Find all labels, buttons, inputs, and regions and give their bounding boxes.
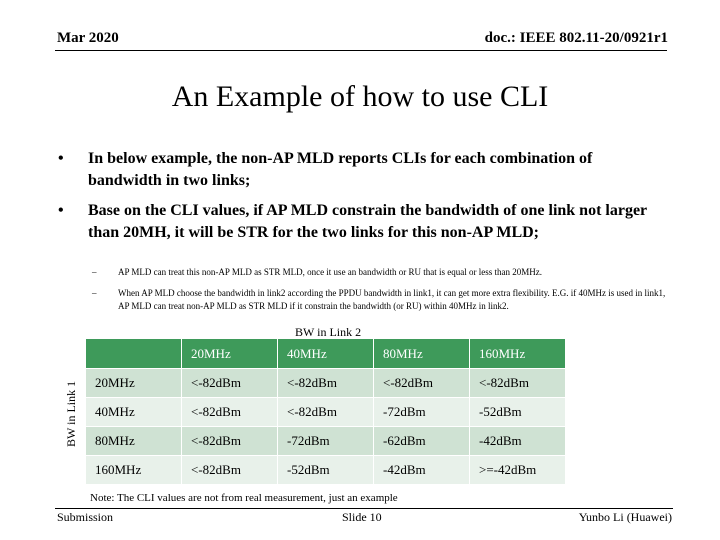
sub-bullet-marker: – [92, 288, 97, 298]
table-cell: <-82dBm [182, 427, 278, 456]
header-divider [55, 50, 667, 51]
table-cell: -62dBm [374, 427, 470, 456]
table-cell: <-82dBm [470, 369, 566, 398]
table-row [86, 427, 566, 456]
slide-title: An Example of how to use CLI [171, 80, 549, 113]
table-top-label: BW in Link 2 [295, 325, 362, 339]
footer-submission: Submission [57, 510, 114, 524]
footer-divider [55, 508, 673, 509]
column-header: 20MHz [182, 339, 278, 369]
table-cell: -42dBm [374, 456, 470, 485]
table-row [86, 369, 566, 398]
row-header: 40MHz [86, 398, 182, 427]
sub-bullet-list [92, 266, 667, 321]
row-header: 160MHz [86, 456, 182, 485]
header-doc-number: doc.: IEEE 802.11-20/0921r1 [484, 30, 668, 46]
table-cell: <-82dBm [182, 398, 278, 427]
cli-table [86, 339, 566, 485]
table-cell: <-82dBm [278, 369, 374, 398]
table-corner-cell [86, 339, 182, 369]
sub-bullet-item [92, 287, 667, 313]
table-row [86, 398, 566, 427]
bullet-list [58, 148, 668, 252]
column-header: 160MHz [470, 339, 566, 369]
table-cell: <-82dBm [182, 456, 278, 485]
header-date: Mar 2020 [57, 30, 119, 46]
table-cell: >=-42dBm [470, 456, 566, 485]
sub-bullet-text: AP MLD can treat this non-AP MLD as STR MLD, once it use an bandwidth or RU that is equal or less than 20MHz. [118, 267, 543, 277]
table-cell: -52dBm [470, 398, 566, 427]
bullet-item [58, 200, 668, 244]
table-header-row [86, 339, 566, 369]
bullet-text: In below example, the non-AP MLD reports CLIs for each combination of bandwidth in two links; [88, 150, 593, 189]
bullet-text: Base on the CLI values, if AP MLD constrain the bandwidth of one link not larger than 20MH, it will be STR for the two links for this non-AP MLD; [88, 202, 647, 241]
table-cell: -42dBm [470, 427, 566, 456]
bullet-marker: • [58, 150, 64, 167]
table-cell: <-82dBm [278, 398, 374, 427]
sub-bullet-item [92, 266, 667, 279]
row-header: 20MHz [86, 369, 182, 398]
bullet-item [58, 148, 668, 192]
table-cell: <-82dBm [182, 369, 278, 398]
footer-slide-number: Slide 10 [342, 510, 382, 524]
column-header: 80MHz [374, 339, 470, 369]
row-header: 80MHz [86, 427, 182, 456]
sub-bullet-text: When AP MLD choose the bandwidth in link2 according the PPDU bandwidth in link1, it can get more extra flexibility. E.G. if 40MHz is used in link1, AP MLD can treat non-AP MLD as STR MLD if it constrain the bandwidth (or RU) within 40MHz in link2. [118, 288, 666, 311]
table-cell: <-82dBm [374, 369, 470, 398]
table-cell: -52dBm [278, 456, 374, 485]
table-cell: -72dBm [278, 427, 374, 456]
bullet-marker: • [58, 202, 64, 219]
table-cell: -72dBm [374, 398, 470, 427]
table-side-label: BW in Link 1 [64, 380, 78, 447]
column-header: 40MHz [278, 339, 374, 369]
table-note: Note: The CLI values are not from real measurement, just an example [90, 492, 398, 504]
table-row [86, 456, 566, 485]
sub-bullet-marker: – [92, 267, 97, 277]
footer-author: Yunbo Li (Huawei) [578, 510, 672, 524]
